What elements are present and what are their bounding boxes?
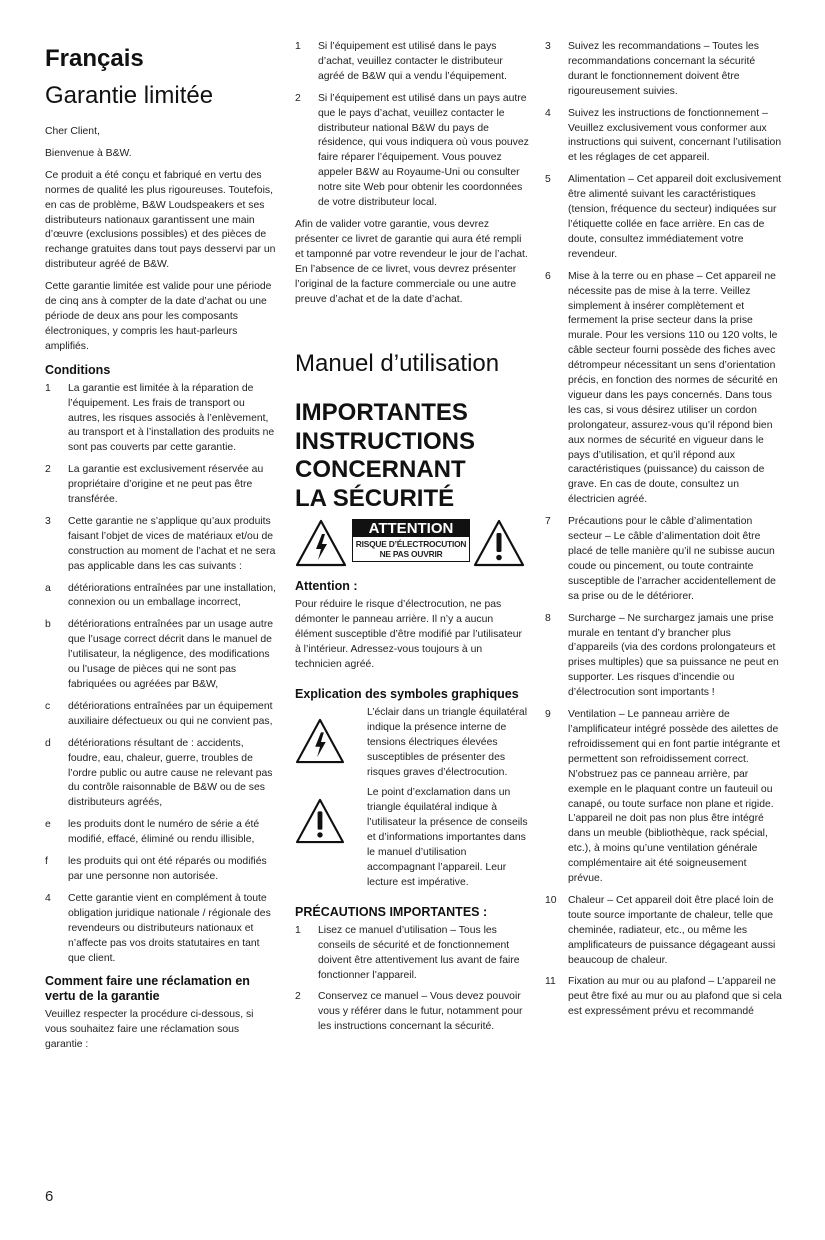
intro-paragraph: Cette garantie limitée est valide pour une période de cinq ans à compter de la date d’achat ou une période de deux ans pour les composants électroniques, y compris les haut-parleurs amplifiés. <box>45 281 272 352</box>
column-3 <box>545 40 782 1027</box>
intro-paragraph: Cher Client, <box>45 126 100 137</box>
warranty-title: Garantie limitée <box>45 82 214 109</box>
item-number: 2 <box>295 991 301 1003</box>
symbol-text: Le point d’exclamation dans un triangle équilatéral indique à l’utilisateur la présence de conseils et d’informations importantes dans le manuel d’utilisation accompagnant l’appareil. Leur lecture est impérative. <box>367 787 528 888</box>
precaution-item <box>545 708 782 887</box>
item-text: Cette garantie ne s’applique qu’aux produits faisant l’objet de vices de matériaux et/ou de construction au moment de l’achat et ne sera pas applicable dans les cas suivants : <box>68 515 276 572</box>
item-text: détériorations entraînées par une installation, connexion ou un emballage incorrect, <box>68 582 276 609</box>
attention-heading: Attention : <box>295 579 358 594</box>
warning-label-graphic <box>295 519 529 571</box>
item-number: 5 <box>545 174 551 186</box>
precaution-item <box>545 173 782 262</box>
item-number: 4 <box>545 107 551 119</box>
safety-title-line: IMPORTANTES <box>295 399 468 427</box>
condition-item <box>45 700 278 730</box>
condition-item <box>45 515 278 575</box>
symbol-text: L’éclair dans un triangle équilatéral indique la présence interne de tensions électriques élevées susceptibles de présenter des risques graves d’électrocution. <box>367 706 528 778</box>
item-number: 3 <box>45 515 51 527</box>
claim-step <box>295 92 529 211</box>
lightning-triangle-icon <box>295 519 347 567</box>
page-number: 6 <box>45 1188 54 1205</box>
item-text: Si l’équipement est utilisé dans un pays autre que le pays d’achat, veuillez contacter le distributeur national B&W du pays de résidence, qui vous indiquera où vous pouvez faire réparer l’équipement. Vous pouvez appeler B&W au Royaume-Uni ou consulter notre site Web pour obtenir les coordonnées de votre distributeur local. <box>318 92 529 209</box>
precaution-item <box>545 40 782 100</box>
attention-label-line: RISQUE D’ÉLECTROCUTION <box>355 539 467 550</box>
item-number: 3 <box>545 41 551 52</box>
condition-item <box>45 382 278 457</box>
symbol-explanation <box>295 706 529 781</box>
item-text: La garantie est exclusivement réservée au propriétaire d’origine et ne peut pas être transférée. <box>68 464 264 506</box>
attention-paragraph: Pour réduire le risque d’électrocution, ne pas démonter le panneau arrière. Il n’y a aucun élément susceptible d’être modifié par l’utilisateur à l’intérieur. Adressez-vous toujours à un technicien agréé. <box>295 599 522 671</box>
item-text: Conservez ce manuel – Vous devez pouvoir vous y référer dans le futur, notamment pour les instructions concernant la sécurité. <box>318 991 523 1033</box>
safety-title <box>295 399 529 513</box>
condition-item <box>45 892 278 967</box>
item-text: les produits dont le numéro de série a été modifié, effacé, éliminé ou rendu illisible, <box>68 819 260 846</box>
precaution-item <box>545 894 782 969</box>
item-text: les produits qui ont été réparés ou modifiés par une personne non autorisée. <box>68 856 267 882</box>
safety-title-line: LA SÉCURITÉ <box>295 484 455 512</box>
precaution-item <box>545 975 782 1020</box>
item-number: d <box>45 737 51 749</box>
condition-item <box>45 818 278 848</box>
item-text: Précautions pour le câble d’alimentation secteur – Le câble d’alimentation doit être placé de telle manière qu’il ne subisse aucun coude ou pincement, ou toute contrainte susceptible de l’arracher accidentellement de sa prise ou de le détériorer. <box>568 516 776 602</box>
condition-item <box>45 737 278 812</box>
item-number: 1 <box>295 924 301 936</box>
precaution-item <box>295 924 529 984</box>
precautions-heading: PRÉCAUTIONS IMPORTANTES : <box>295 904 488 919</box>
item-number: 1 <box>45 382 51 394</box>
exclamation-triangle-icon <box>473 519 525 567</box>
precaution-item <box>545 107 782 167</box>
condition-item <box>45 855 278 885</box>
safety-title-line: INSTRUCTIONS <box>295 427 475 455</box>
item-number: 11 <box>545 976 556 988</box>
item-text: Alimentation – Cet appareil doit exclusivement être alimenté suivant les caractéristiques (tension, fréquence du secteur) indiquées sur l’étiquette collée en face arrière. En cas de doute, consultez immédiatement votre revendeur. <box>568 174 782 260</box>
safety-title-line: CONCERNANT <box>295 456 466 484</box>
item-text: détériorations résultant de : accidents, foudre, eau, chaleur, guerre, troubles de l’ordre public ou autre cause ne relevant pas du contrôle raisonnable de B&W ou de ses distributeurs agréés, <box>68 737 273 809</box>
attention-label-line: NE PAS OUVRIR <box>379 549 443 560</box>
item-number: 7 <box>545 516 551 528</box>
item-number: e <box>45 819 51 831</box>
condition-item <box>45 618 278 693</box>
item-number: 8 <box>545 612 551 624</box>
item-number: f <box>45 856 48 868</box>
exclamation-triangle-icon <box>295 798 345 844</box>
item-text: Suivez les recommandations – Toutes les recommandations concernant la sécurité durant le fonctionnement doivent être rigoureusement suivies. <box>568 41 759 97</box>
precaution-item <box>545 612 782 701</box>
symbols-heading: Explication des symboles graphiques <box>295 686 519 701</box>
item-number: 9 <box>545 709 551 721</box>
item-number: 4 <box>45 892 51 904</box>
condition-item <box>45 582 278 612</box>
lightning-triangle-icon <box>295 718 345 764</box>
claim-heading: Comment faire une réclamation en vertu de la garantie <box>45 974 250 1004</box>
item-text: Chaleur – Cet appareil doit être placé loin de toute source importante de chaleur, telle que cheminée, radiateur, etc., ou même les amplificateurs de puissance dégageant aussi beaucoup de chaleur. <box>568 894 776 966</box>
item-text: Surcharge – Ne surchargez jamais une prise murale en tentant d’y brancher plus d’appareils (via des cordons prolongateurs et prises multiples) que sa puissance ne peut en supporter. Les risques d’incendie ou d’électrocution sont importants ! <box>568 612 779 699</box>
precaution-item <box>545 515 782 604</box>
item-text: détériorations entraînées par un équipement auxiliaire défectueux ou qui ne convient pas, <box>68 700 273 727</box>
condition-item <box>45 463 278 508</box>
intro-paragraph: Bienvenue à B&W. <box>45 147 132 159</box>
validate-paragraph: Afin de valider votre garantie, vous devrez présenter ce livret de garantie qui aura été rempli et tamponné par votre revendeur le jour de l’achat. En l’absence de ce livret, vous devrez présenter l’original de la facture commerciale ou une autre preuve d’achat et de la date d’achat. <box>295 218 528 305</box>
item-text: La garantie est limitée à la réparation de l’équipement. Les frais de transport ou autres, les risques associés à l’enlèvement, au transport et à l’installation des produits ne sont pas couverts par cette garantie. <box>68 382 275 454</box>
claim-step <box>295 40 529 85</box>
item-text: Si l’équipement est utilisé dans le pays d’achat, veuillez contacter le distributeur agréé de B&W qui a vendu l’équipement. <box>318 41 507 82</box>
claim-paragraph: Veuillez respecter la procédure ci-dessous, si vous souhaitez faire une réclamation sous garantie : <box>45 1009 254 1051</box>
item-text: Cette garantie vient en complément à toute obligation juridique nationale / régionale des revendeurs ou distributeurs nationaux et n’affecte pas vos droits statutaires en tant que client. <box>68 892 271 964</box>
language-heading: Français <box>45 45 144 72</box>
item-number: 6 <box>545 270 551 282</box>
item-number: b <box>45 619 51 631</box>
item-number: a <box>45 582 51 594</box>
item-number: 2 <box>295 92 301 104</box>
intro-paragraph: Ce produit a été conçu et fabriqué en vertu des normes de qualité les plus rigoureuses. Toutefois, en cas de problème, B&W Loudspeakers et ses distributeurs nationaux garantissent une main d’œuvre (exclusions possibles) et des pièces de rechange gratuites dans tout pays desservi par un distributeur agréé de B&W. <box>45 169 276 271</box>
column-2 <box>295 40 529 1042</box>
item-text: détériorations entraînées par un usage autre que l’usage correct décrit dans le manuel de l’utilisateur, la négligence, des modifications ou l’usage de pièces qui ne sont pas fabriquées ou agréées par B&W, <box>68 619 274 690</box>
item-number: 10 <box>545 894 557 906</box>
attention-label <box>352 519 470 562</box>
item-text: Ventilation – Le panneau arrière de l’amplificateur intégré possède des ailettes de refroidissement qui en font partie intégrante et permettent son refroidissement correct. N’obstruez pas ce panneau arrière, par exemple en le plaquant contre un fauteuil ou canapé, ou toute surface non plane et rigide. L’appareil ne doit pas non plus être intégré dans un meuble (bibliothèque, rack spécial, etc.), à moins qu’une ventilation générale complémentaire ait été soigneusement prévue. <box>568 709 780 885</box>
precaution-item <box>545 270 782 509</box>
item-text: Mise à la terre ou en phase – Cet appareil ne nécessite pas de mise à la terre. Veillez simplement à insérer complètement et fermement la prise secteur dans la prise murale. Pour les versions 110 ou 120 volts, le câble secteur fourni possède des fiches avec détrompeur nécessitant un sens d’orientation précis, en fonction des normes de sécurité en vigueur dans les pays concernés. Dans tous les cas, si vous désirez utiliser un cordon prolongateur, assurez-vous qu’il répond bien aux normes de sécurité en vigueur dans le pays d’utilisation, et qu’il répond aux caractéristiques (puissance) du caisson de grave. En cas de doute, consultez un électricien agréé. <box>568 270 778 506</box>
precaution-item <box>295 990 529 1035</box>
item-text: Suivez les instructions de fonctionnement – Veuillez exclusivement vous conformer aux instructions qui suivent, concernant l’utilisation et les réglages de cet appareil. <box>568 107 782 164</box>
attention-label-header: ATTENTION <box>353 520 469 537</box>
symbol-explanation <box>295 786 529 890</box>
item-number: 1 <box>295 41 301 52</box>
column-1 <box>45 40 278 1060</box>
item-text: Lisez ce manuel d’utilisation – Tous les conseils de sécurité et de fonctionnement doivent être attentivement lus avant de faire fonctionner l’appareil. <box>318 924 520 981</box>
item-text: Fixation au mur ou au plafond – L’appareil ne peut être fixé au mur ou au plafond que si cela est expressément prévu et recommandé <box>568 976 782 1018</box>
manual-title: Manuel d’utilisation <box>295 350 500 378</box>
conditions-heading: Conditions <box>45 362 111 377</box>
item-number: 2 <box>45 464 51 476</box>
item-number: c <box>45 700 51 712</box>
